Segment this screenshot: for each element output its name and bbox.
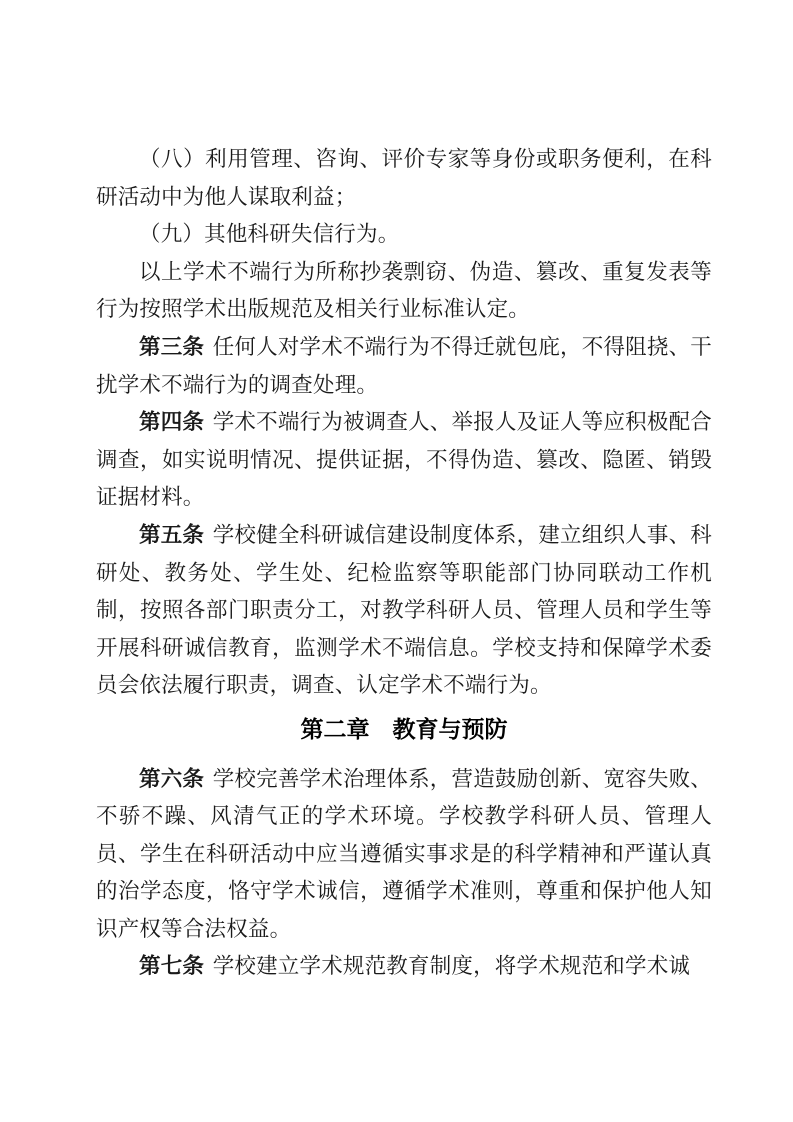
paragraph: 第七条 学校建立学术规范教育制度，将学术规范和学术诚 — [139, 954, 691, 979]
chapter-heading: 第二章 教育与预防 — [300, 715, 508, 742]
article-number: 第三条 — [139, 334, 205, 359]
paragraph: （八）利用管理、咨询、评价专家等身份或职务便利，在科研活动中为他人谋取利益； — [96, 147, 712, 209]
paragraph: 第三条 任何人对学术不端行为不得迁就包庇，不得阻挠、干扰学术不端行为的调查处理。 — [96, 334, 712, 397]
paragraph: 第六条 学校完善学术治理体系，营造鼓励创新、宽容失败、不骄不躁、风清气正的学术环境。学校教学科研人员、管理人员、学生在科研活动中应当遵循实事求是的科学精神和严谨认真的治学态度，恪守学术诚信，遵循学术准则，尊重和保护他人知识产权等合法权益。 — [96, 766, 712, 941]
article-number: 第七条 — [139, 954, 205, 979]
paragraph: 第四条 学术不端行为被调查人、举报人及证人等应积极配合调查，如实说明情况、提供证据，不得伪造、篡改、隐匿、销毁证据材料。 — [96, 410, 712, 510]
article-number: 第六条 — [139, 766, 205, 791]
article-number: 第五条 — [139, 522, 205, 547]
paragraph: 第五条 学校健全科研诚信建设制度体系，建立组织人事、科研处、教务处、学生处、纪检监察等职能部门协同联动工作机制，按照各部门职责分工，对教学科研人员、管理人员和学生等开展科研诚信教育，监测学术不端信息。学校支持和保障学术委员会依法履行职责，调查、认定学术不端行为。 — [96, 522, 712, 698]
paragraph: （九）其他科研失信行为。 — [139, 222, 400, 247]
paragraph: 以上学术不端行为所称抄袭剽窃、伪造、篡改、重复发表等行为按照学术出版规范及相关行业标准认定。 — [96, 259, 712, 322]
article-number: 第四条 — [139, 410, 205, 435]
document-body — [96, 141, 712, 986]
